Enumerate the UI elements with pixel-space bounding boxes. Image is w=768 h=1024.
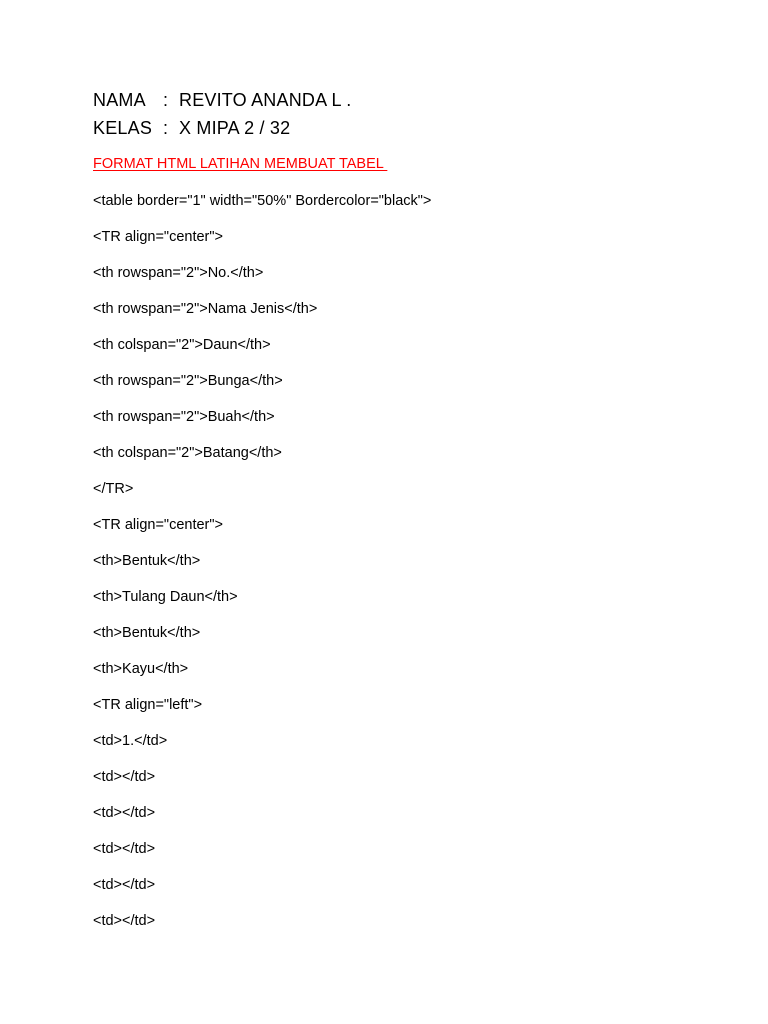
code-line: <TR align="center"> xyxy=(93,229,223,245)
document-heading: FORMAT HTML LATIHAN MEMBUAT TABEL xyxy=(93,156,388,172)
code-line: <th>Tulang Daun</th> xyxy=(93,589,238,605)
name-separator: : xyxy=(163,90,169,110)
code-line: <th rowspan="2">Nama Jenis</th> xyxy=(93,301,318,317)
code-line: </TR> xyxy=(93,481,134,497)
class-separator: : xyxy=(163,118,169,138)
code-line: <th colspan="2">Daun</th> xyxy=(93,337,271,353)
name-label: NAMA xyxy=(93,90,146,110)
code-line: <th rowspan="2">Buah</th> xyxy=(93,409,275,425)
class-value: X MIPA 2 / 32 xyxy=(179,118,291,138)
name-value: REVITO ANANDA L . xyxy=(179,90,352,110)
code-line: <TR align="center"> xyxy=(93,517,223,533)
code-line: <td></td> xyxy=(93,877,156,893)
code-line: <td></td> xyxy=(93,841,156,857)
code-line: <th rowspan="2">No.</th> xyxy=(93,265,264,281)
class-label: KELAS xyxy=(93,118,153,138)
code-line: <th colspan="2">Batang</th> xyxy=(93,445,282,461)
code-line: <td></td> xyxy=(93,769,156,785)
code-line: <td></td> xyxy=(93,913,156,929)
student-info xyxy=(93,86,351,142)
code-line: <TR align="left"> xyxy=(93,697,203,713)
name-row xyxy=(93,86,351,114)
code-line: <th>Kayu</th> xyxy=(93,661,189,677)
code-listing xyxy=(93,190,431,946)
code-line: <th>Bentuk</th> xyxy=(93,553,201,569)
code-line: <td></td> xyxy=(93,805,156,821)
code-line: <td>1.</td> xyxy=(93,733,168,749)
code-line: <th rowspan="2">Bunga</th> xyxy=(93,373,283,389)
class-row xyxy=(93,114,351,142)
code-line: <table border="1" width="50%" Bordercolor="black"> xyxy=(93,193,432,209)
code-line: <th>Bentuk</th> xyxy=(93,625,201,641)
